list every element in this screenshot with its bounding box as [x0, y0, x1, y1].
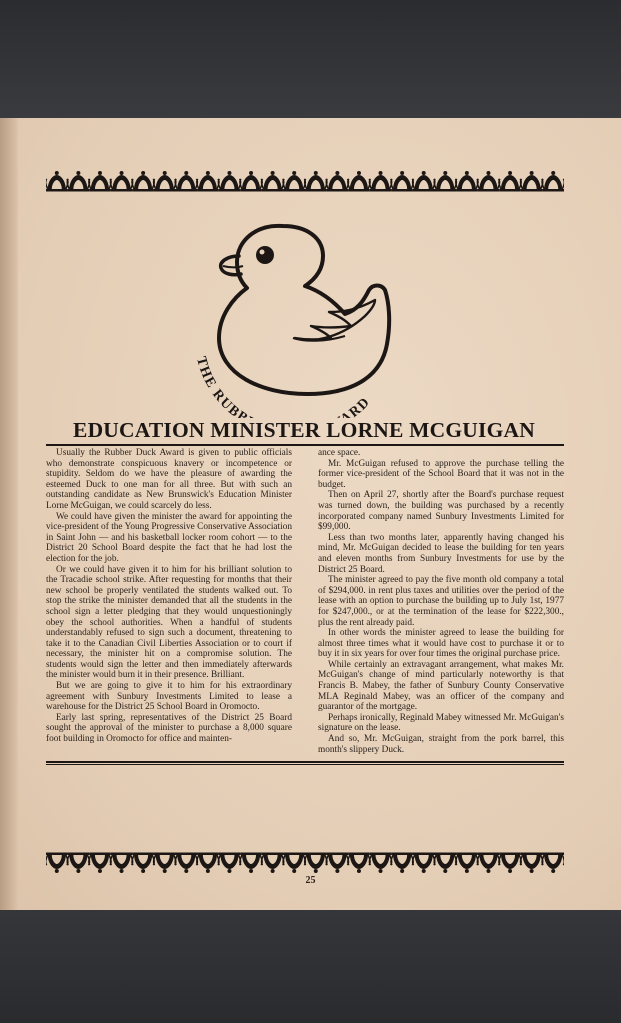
ornament-icon	[369, 171, 391, 192]
article-paragraph: Mr. McGuigan refused to approve the purchase telling the former vice-president of the School Board that it was not in the budget.	[318, 458, 564, 490]
ornament-icon	[110, 171, 132, 192]
rubber-duck-icon	[175, 198, 415, 418]
rubber-duck-award-emblem	[175, 198, 415, 418]
ornament-icon	[369, 853, 391, 874]
ornament-icon	[262, 853, 284, 874]
page-number: 25	[305, 875, 316, 886]
bottom-ornament-border	[46, 848, 564, 874]
ornament-icon	[132, 853, 154, 874]
ornament-icon	[46, 853, 68, 874]
article-paragraph: Less than two months later, apparently having changed his mind, Mr. McGuigan decided to lease the building for ten years and eleven months from Sunbury Investments for use by the District 25 Board.	[318, 532, 564, 575]
ornament-icon	[197, 171, 219, 192]
ornament-icon	[456, 171, 478, 192]
article-paragraph: But we are going to give it to him for his extraordinary agreement with Sunbury Investments Limited to lease a warehouse for the District 25 School Board in Oromocto.	[46, 681, 292, 713]
ornament-icon	[110, 853, 132, 874]
ornament-icon	[240, 171, 262, 192]
article-headline: EDUCATION MINISTER LORNE MCGUIGAN	[73, 418, 535, 442]
ornament-icon	[413, 853, 435, 874]
ornament-icon	[326, 171, 348, 192]
article-paragraph: Usually the Rubber Duck Award is given to public officials who demonstrate conspicuous knavery or incompetence or stupidity. Seldom do we have the pleasure of awarding the esteemed Duck to one man for all three. But with such an outstanding candidate as New Brunswick's Education Minister Lorne McGuigan, we could scarcely do less.	[46, 448, 292, 511]
ornament-icon	[326, 853, 348, 874]
article-body	[46, 448, 564, 760]
ornament-icon	[89, 853, 111, 874]
ornament-icon	[154, 171, 176, 192]
ornament-icon	[154, 853, 176, 874]
ornament-icon	[477, 853, 499, 874]
article-paragraph: Early last spring, representatives of the District 25 Board sought the approval of the minister to purchase a 8,000 square foot building in Oromocto for office and mainten-	[46, 712, 292, 745]
ornament-icon	[456, 853, 478, 874]
ornament-icon	[348, 171, 370, 192]
ornament-icon	[175, 853, 197, 874]
article-paragraph: The minister agreed to pay the five month old company a total of $294,000. in rent plus taxes and utilities over the period of the lease with an option to purchase the building up to July 1st, 1977 for $247,000., or at the termination of the lease for $222,300., plus the rent already paid.	[318, 575, 564, 628]
ornament-icon	[197, 853, 219, 874]
ornament-icon	[521, 853, 543, 874]
ornament-icon	[89, 171, 111, 192]
ornament-icon	[434, 171, 456, 192]
article-paragraph: While certainly an extravagant arrangement, what makes Mr. McGuigan's change of mind particularly noteworthy is that Francis B. Mabey, the father of Sunbury County Conservative MLA Reginald Mabey, was an officer of the company and guarantor of the mortgage.	[318, 659, 564, 713]
ornament-icon	[218, 171, 240, 192]
ornament-icon	[391, 171, 413, 192]
ornament-icon	[542, 853, 564, 874]
ornament-icon	[348, 853, 370, 874]
ornament-icon	[132, 171, 154, 192]
article-paragraph: And so, Mr. McGuigan, straight from the pork barrel, this month's slippery Duck.	[318, 734, 564, 755]
ornament-icon	[434, 853, 456, 874]
ornament-icon	[521, 171, 543, 192]
bottom-background	[0, 910, 621, 1023]
ornament-icon	[391, 853, 413, 874]
top-ornament-border	[46, 170, 564, 196]
footer-rule	[46, 761, 564, 763]
ornament-icon	[46, 171, 68, 192]
footer-rule-thin	[46, 764, 564, 765]
ornament-icon	[67, 171, 89, 192]
top-background	[0, 0, 621, 118]
ornament-icon	[262, 171, 284, 192]
ornament-icon	[305, 171, 327, 192]
ornament-icon	[175, 171, 197, 192]
ornament-icon	[283, 853, 305, 874]
ornament-icon	[240, 853, 262, 874]
ornament-icon	[283, 171, 305, 192]
ornament-icon	[542, 171, 564, 192]
page-spine-shadow	[0, 118, 18, 910]
article-paragraph: Or we could have given it to him for his brilliant solution to the Tracadie school strike. After requesting for months that their new school be properly ventilated the students walked out. To stop the strike the minister demanded that all the students in the school sign a letter pledging that they would unquestioningly obey the school authorities. When a handful of students understandably refused to sign such a document, threatening to take it to the Canadian Civil Liberties Association or to court if necessary, the minister hit on a compromise solution. The students would sign the letter and then immediately afterwards the minister would burn it in their presence. Brilliant.	[46, 564, 292, 681]
ornament-icon	[67, 853, 89, 874]
magazine-page	[0, 118, 621, 910]
ornament-icon	[305, 853, 327, 874]
headline-rule	[46, 444, 564, 446]
ornament-icon	[499, 853, 521, 874]
ornament-icon	[413, 171, 435, 192]
ornament-icon	[499, 171, 521, 192]
article-paragraph: Perhaps ironically, Reginald Mabey witnessed Mr. McGuigan's signature on the lease.	[318, 712, 564, 734]
left-column	[46, 448, 292, 745]
award-title-text: THE RUB RD	[192, 355, 374, 418]
article-paragraph: ance space.	[318, 448, 361, 458]
ornament-icon	[218, 853, 240, 874]
ornament-icon	[477, 171, 499, 192]
article-paragraph: We could have given the minister the award for appointing the vice-president of the Young Progressive Conservative Association in Saint John — and his basketball locker room cohort — to the District 20 School Board despite the fact that he had lost the election for the job.	[46, 511, 292, 564]
article-paragraph: In other words the minister agreed to lease the building for almost three times what it would have cost to purchase it or to buy it in six years for over four times the original purchase price.	[318, 628, 564, 660]
article-paragraph: Then on April 27, shortly after the Board's purchase request was turned down, the building was purchased by a recently incorporated company named Sunbury Investments Limited for $99,000.	[318, 490, 564, 533]
right-column	[318, 448, 564, 755]
